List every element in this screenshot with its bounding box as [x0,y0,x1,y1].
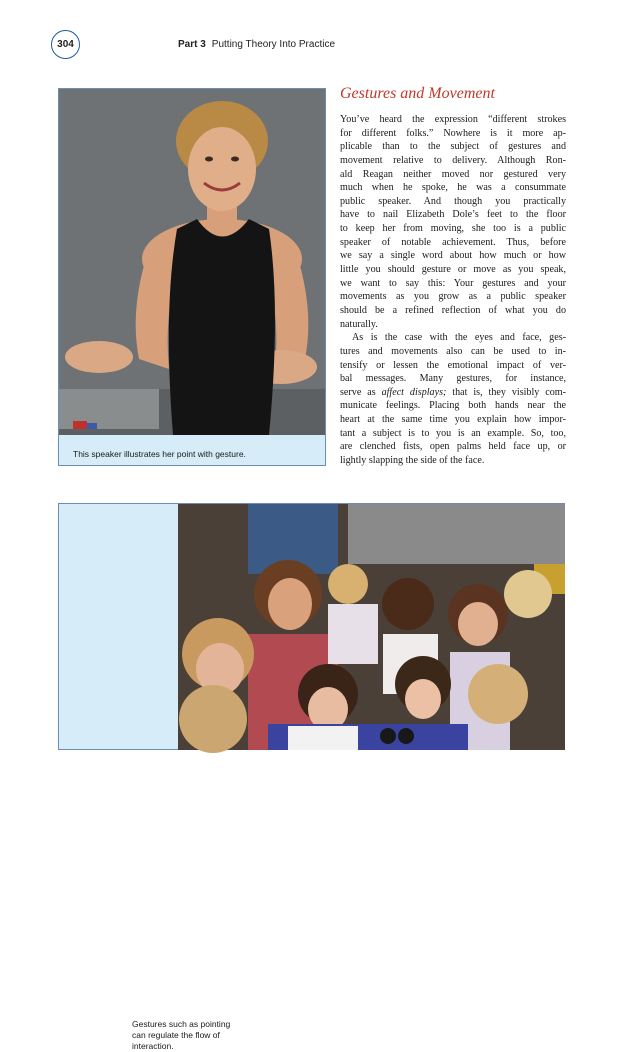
part-title: Putting Theory Into Practice [211,39,336,50]
text-line: tures and movements also can be used to in- [340,345,566,357]
text-line: tensify or lessen the emotional impact of ver- [340,359,566,371]
photo-caption: This speaker illustrates her point with gesture. [73,449,246,459]
text-line: we want to say this: Your gestures and your [340,277,566,289]
text-line: much when he spoke, he was a consummate [340,182,566,194]
body-text [340,113,566,468]
text-line: You’ve heard the expression “different strokes [340,114,566,125]
text-line: As is the case with the eyes and face, ges- [352,332,566,344]
part-label: Part 3 [178,39,206,50]
text-line: have to nail Elizabeth Dole’s feet to the floor [340,209,566,221]
page-number-badge [51,30,80,59]
speaker-photo-image [59,89,325,465]
text-line: bal messages. Many gestures, for instance, [340,373,566,385]
page-number: 304 [57,39,74,50]
text-line: movement relative to delivery. Although Ron- [340,154,566,166]
text-segment: serve as [340,386,382,398]
text-line: little you should gesture or move as you speak, [340,264,566,276]
text-line: to keep her from moving, she too is a public [340,223,566,235]
running-head [178,39,335,50]
classroom-photo-image [178,504,565,750]
text-line: lightly slapping the side of the face. [340,455,485,467]
text-line: ald Reagan neither moved nor gestured very [340,168,566,180]
text-line: movements as you grow as a public speaker [340,291,566,303]
text-line: we say a single word about how much or how [340,250,566,262]
text-segment: that is, they visibly com- [446,386,566,398]
text-line: tant a subject is to you is an example. So, too, [340,427,566,439]
speaker-photo [58,88,326,466]
section-heading: Gestures and Movement [340,85,495,102]
text-line: speaker of notable achievement. Thus, before [340,236,566,248]
classroom-photo [58,503,565,1051]
classroom-caption: Gestures such as pointing can regulate the flow of interaction. [132,1019,231,1051]
text-line [340,386,566,400]
italic-term: affect displays; [381,386,447,398]
text-line: public speaker. And though you practically [340,195,566,207]
text-line: are clenched fists, open palms held face up, or [340,441,566,453]
text-line: heart at the same time you explain how impor- [340,414,566,426]
text-line: plicable than to the subject of gestures and [340,141,566,153]
text-line: should be a refined reflection of what you do [340,304,566,316]
text-line: naturally. [340,318,378,330]
text-line: for different folks.” Nowhere is it more ap- [340,127,566,139]
text-line: municate feelings. Placing both hands near the [340,400,566,412]
